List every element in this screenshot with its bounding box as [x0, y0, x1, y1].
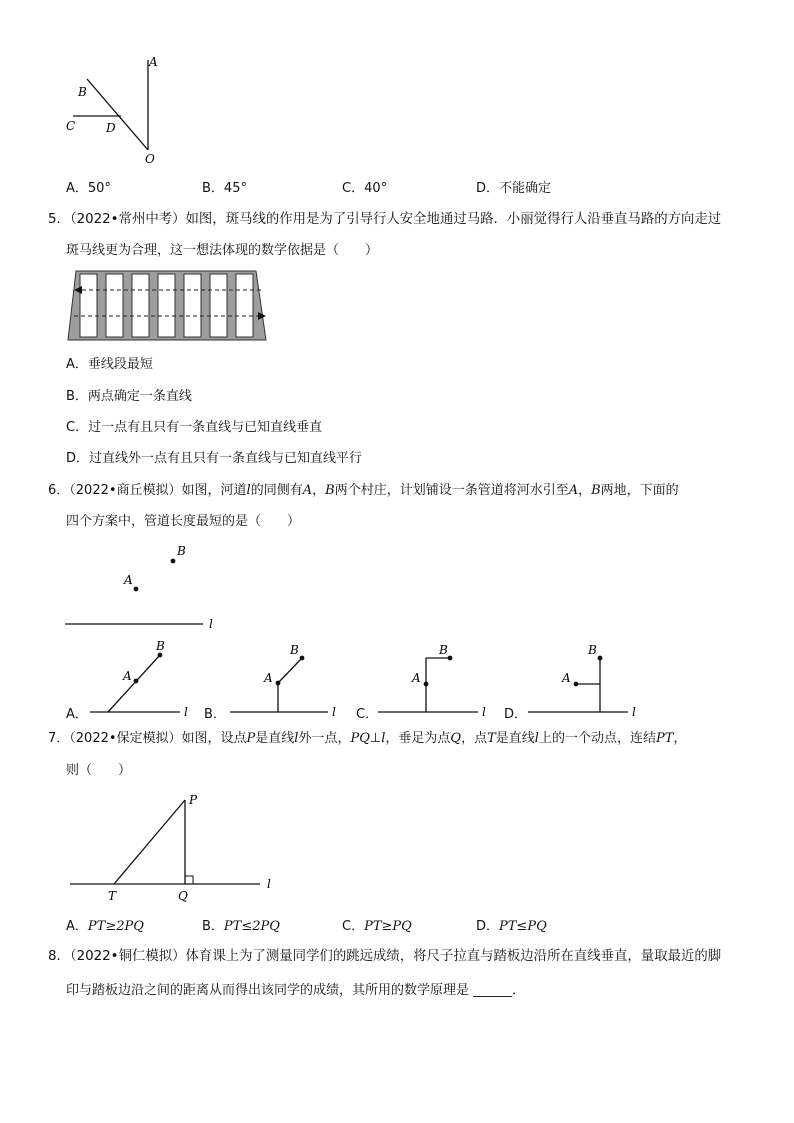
q7-text: ，	[673, 731, 687, 746]
label-l: l	[184, 705, 188, 719]
q7-figure	[64, 790, 284, 908]
stripe	[158, 274, 175, 337]
label-B: B	[78, 85, 87, 99]
q6-stem-line1	[48, 482, 679, 500]
q4-option-d: D．不能确定	[476, 181, 552, 196]
q6-var-l: l	[246, 483, 251, 498]
q6-option-c-label: C．	[356, 707, 379, 722]
q6-text: 6．（2022•商丘模拟）如图，河道	[48, 483, 247, 498]
q6-text: 的同侧有	[250, 483, 303, 498]
option-expression: PT≥2PQ	[87, 919, 144, 934]
label-l: l	[332, 705, 336, 719]
label-l: l	[482, 705, 486, 719]
label-B: B	[156, 639, 165, 653]
q7-var-PT: PT	[655, 731, 674, 746]
stripe	[236, 274, 253, 337]
q7-stem-line2: 则（ ）	[66, 763, 132, 778]
q6-option-b-figure	[224, 638, 344, 720]
q8-text: 印与踏板边沿之间的距离从而得出该同学的成绩，其所用的数学原理是	[66, 983, 470, 998]
q5-zebra-crossing-figure	[66, 266, 272, 346]
q6-option-c-figure	[376, 638, 498, 720]
label-P: P	[189, 793, 198, 807]
q7-text: ，点	[461, 731, 488, 746]
segment-PT	[114, 800, 185, 884]
q5-option-a: A．垂线段最短	[66, 357, 153, 372]
label-B: B	[439, 643, 448, 657]
ray-OB	[87, 79, 148, 150]
answer-blank[interactable]: ______	[473, 983, 513, 998]
q6-text: 两地，下面的	[600, 483, 679, 498]
q7-var-l: l	[534, 731, 539, 746]
q6-var-B: B	[325, 483, 335, 498]
q4-option-b: B．45°	[202, 181, 247, 196]
q6-option-d-label: D．	[504, 707, 528, 722]
q7-option-b	[202, 918, 280, 936]
q7-text: 外一点，	[298, 731, 351, 746]
stripe	[80, 274, 97, 337]
q7-stem-line1	[48, 730, 686, 748]
q8-stem-line1: 8．（2022•铜仁模拟）体育课上为了测量同学们的跳远成绩，将尺子拉直与踏板边沿所在直线垂直，量取最近的脚	[48, 949, 722, 964]
q6-var-B: B	[591, 483, 601, 498]
q6-var-A: A	[568, 483, 579, 498]
q7-text: 7．（2022•保定模拟）如图，设点	[48, 731, 247, 746]
option-letter: A．	[66, 919, 88, 934]
q6-option-d-figure	[524, 638, 644, 720]
point-B	[448, 656, 453, 661]
label-A: A	[149, 55, 158, 69]
q7-var-P: P	[246, 731, 256, 746]
q6-option-b-label: B．	[204, 707, 226, 722]
label-T: T	[108, 889, 117, 903]
q5-option-d: D．过直线外一点有且只有一条直线与已知直线平行	[66, 451, 363, 466]
point-B	[300, 656, 305, 661]
label-C: C	[66, 119, 76, 133]
stripe	[210, 274, 227, 337]
q7-var-l: l	[294, 731, 299, 746]
label-B: B	[290, 643, 299, 657]
label-D: D	[106, 121, 116, 135]
q4-option-a: A．50°	[66, 181, 111, 196]
point-A	[424, 682, 429, 687]
q7-option-c	[342, 918, 412, 936]
right-angle-mark	[185, 876, 193, 884]
q7-var-PQ: PQ	[350, 731, 370, 746]
label-A: A	[124, 573, 133, 587]
pipe	[108, 655, 160, 712]
q4-figure	[60, 52, 170, 167]
q5-stem-line1: 5．（2022•常州中考）如图，斑马线的作用是为了引导行人安全地通过马路．小丽觉得行人沿垂直马路的方向走过	[48, 212, 722, 227]
q7-text: ⊥	[369, 731, 382, 746]
point-A	[134, 587, 139, 592]
label-l: l	[209, 617, 213, 631]
q6-text: ，	[578, 483, 592, 498]
q6-stem-line2: 四个方案中，管道长度最短的是（ ）	[66, 514, 301, 529]
point-B	[598, 656, 603, 661]
label-Q: Q	[178, 889, 188, 903]
q6-text: 两个村庄，计划铺设一条管道将河水引至	[334, 483, 569, 498]
q7-text: 是直线	[495, 731, 535, 746]
point-A	[276, 681, 281, 686]
label-O: O	[145, 152, 155, 166]
q4-option-c: C．40°	[342, 181, 388, 196]
q5-option-c: C．过一点有且只有一条直线与已知直线垂直	[66, 420, 323, 435]
q8-stem-line2	[66, 982, 525, 1000]
q6-text: ，	[312, 483, 326, 498]
label-l: l	[267, 877, 271, 891]
pipe	[278, 658, 302, 683]
label-A: A	[264, 671, 273, 685]
q7-text: 上的一个动点，连结	[538, 731, 656, 746]
q7-option-d	[476, 918, 547, 936]
label-A: A	[412, 671, 421, 685]
label-B: B	[177, 544, 186, 558]
point-A	[134, 679, 139, 684]
option-expression: PT≥PQ	[364, 919, 412, 934]
stripe	[184, 274, 201, 337]
stripe	[132, 274, 149, 337]
q6-option-a-figure	[86, 638, 198, 720]
stripe	[106, 274, 123, 337]
option-letter: B．	[202, 919, 224, 934]
q7-var-l: l	[381, 731, 386, 746]
label-B: B	[588, 643, 597, 657]
label-A: A	[123, 669, 132, 683]
q6-option-a-label: A．	[66, 707, 88, 722]
point-B	[158, 653, 163, 658]
q8-text: ．	[512, 983, 526, 998]
option-expression: PT≤2PQ	[223, 919, 280, 934]
q6-main-figure	[60, 540, 230, 635]
q5-stem-line2: 斑马线更为合理，这一想法体现的数学依据是（ ）	[66, 243, 379, 258]
point-A	[574, 682, 579, 687]
option-expression: PT≤PQ	[499, 919, 547, 934]
label-l: l	[632, 705, 636, 719]
q7-var-T: T	[487, 731, 496, 746]
q7-text: 是直线	[255, 731, 295, 746]
point-B	[171, 559, 176, 564]
q7-var-Q: Q	[450, 731, 462, 746]
label-A: A	[562, 671, 571, 685]
option-letter: C．	[342, 919, 365, 934]
q6-var-A: A	[302, 483, 313, 498]
q5-option-b: B．两点确定一条直线	[66, 389, 192, 404]
q7-text: ，垂足为点	[385, 731, 451, 746]
option-letter: D．	[476, 919, 500, 934]
q7-option-a	[66, 918, 144, 936]
